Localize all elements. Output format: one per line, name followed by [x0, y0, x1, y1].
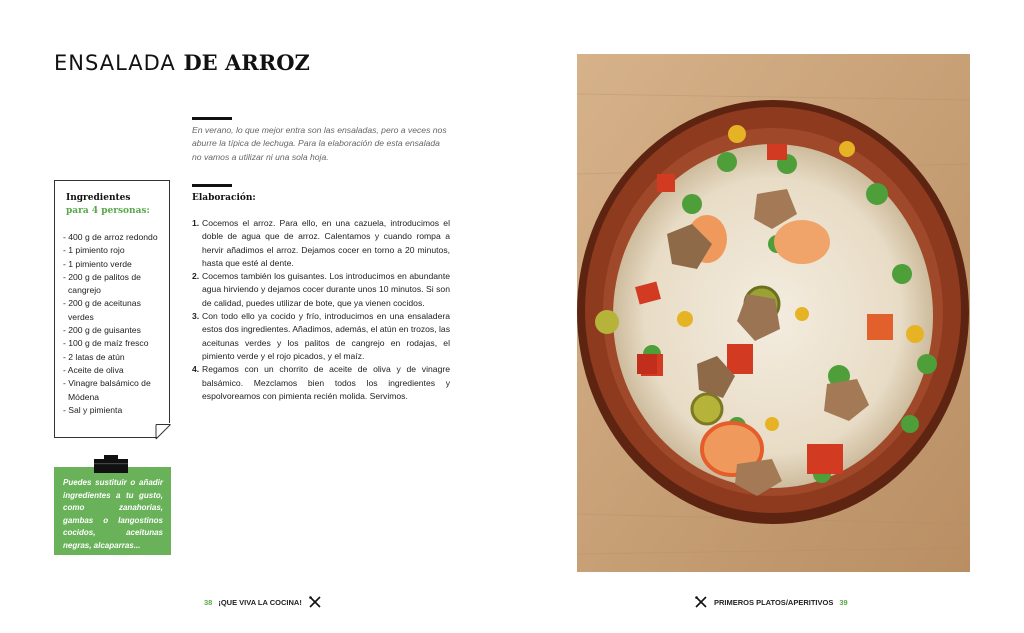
page-title	[54, 50, 310, 75]
step-number: 2.	[192, 271, 200, 282]
step-item	[192, 217, 450, 270]
elaboration-steps	[192, 217, 450, 403]
step-text: Con todo ello ya cocido y frío, introducimos en una ensaladera estos dos ingredientes. Añadimos, además, el atún en trozos, las aceitunas verdes y los palitos de cangrejo en rodajas, el pimiento verde y el rojo picados, y el maíz.	[202, 311, 450, 361]
cutlery-icon	[308, 596, 322, 608]
title-light: ENSALADA	[54, 51, 176, 75]
ingredient-item: - 1 pimiento rojo	[63, 245, 125, 256]
lunchbox-icon	[92, 455, 130, 473]
cutlery-icon	[694, 596, 708, 608]
ingredient-item: - 400 g de arroz redondo	[63, 232, 158, 242]
step-text: Regamos con un chorrito de aceite de oliva y de vinagre balsámico. Mezclamos bien todos los ingredientes y espolvoreamos con pimienta recién molida. Servimos.	[202, 364, 450, 401]
tip-text: Puedes sustituir o añadir ingredientes a tu gusto, como zanahorias, gambas o langostinos cocidos, aceitunas negras, alcaparras...	[63, 478, 163, 550]
intro-rule	[192, 117, 232, 120]
page-number-left: 38	[204, 597, 213, 607]
title-bold: DE ARROZ	[183, 50, 310, 75]
ingredient-item: - 200 g de aceitunas verdes	[63, 298, 141, 322]
elaboration-rule	[192, 184, 232, 187]
ingredient-item: - Vinagre balsámico de Módena	[63, 378, 151, 402]
salad-photo	[577, 54, 970, 572]
intro-text: En verano, lo que mejor entra son las ensaladas, pero a veces nos aburre la típica de lechuga. Para la elaboración de esta ensalada no vamos a utilizar ni una sola hoja.	[192, 125, 447, 162]
ingredient-item: - 200 g de guisantes	[63, 325, 141, 336]
step-number: 3.	[192, 311, 200, 322]
tip-box	[54, 467, 171, 555]
footer-left-title: ¡QUE VIVA LA COCINA!	[218, 597, 302, 607]
step-item	[192, 363, 450, 403]
ingredient-item: - 2 latas de atún	[63, 351, 125, 362]
ingredients-list	[63, 231, 167, 417]
step-item	[192, 310, 450, 363]
elaboration-heading: Elaboración:	[192, 193, 256, 203]
footer-right-title: PRIMEROS PLATOS/APERITIVOS	[714, 597, 834, 607]
page-number-right: 39	[839, 597, 848, 607]
ingredient-item: - 100 g de maíz fresco	[63, 338, 149, 349]
step-number: 4.	[192, 364, 200, 375]
ingredient-item: - Aceite de oliva	[63, 364, 124, 375]
ingredients-heading: Ingredientes	[66, 193, 131, 203]
ingredient-item: - 200 g de palitos de cangrejo	[63, 271, 141, 296]
ingredients-subheading: para 4 personas:	[66, 206, 150, 216]
step-text: Cocemos el arroz. Para ello, en una cazuela, introducimos el doble de agua que de arroz. Calentamos y cuando rompa a hervir añadimos el arroz. Dejamos cocer en torno a 20 minutos, hasta que esté al dente.	[202, 218, 450, 268]
footer-right	[694, 596, 848, 608]
card-fold-icon	[155, 422, 173, 440]
step-text: Cocemos también los guisantes. Los introducimos en abundante agua hirviendo y dejamos cocer durante unos 10 minutos. Si son de calidad, puedes utilizar de bote, que ya vienen cocidos.	[202, 271, 450, 308]
footer-left	[204, 596, 322, 608]
step-item	[192, 270, 450, 310]
ingredient-item: - Sal y pimienta	[63, 404, 123, 415]
ingredient-item: - 1 pimiento verde	[63, 258, 132, 269]
step-number: 1.	[192, 218, 200, 228]
